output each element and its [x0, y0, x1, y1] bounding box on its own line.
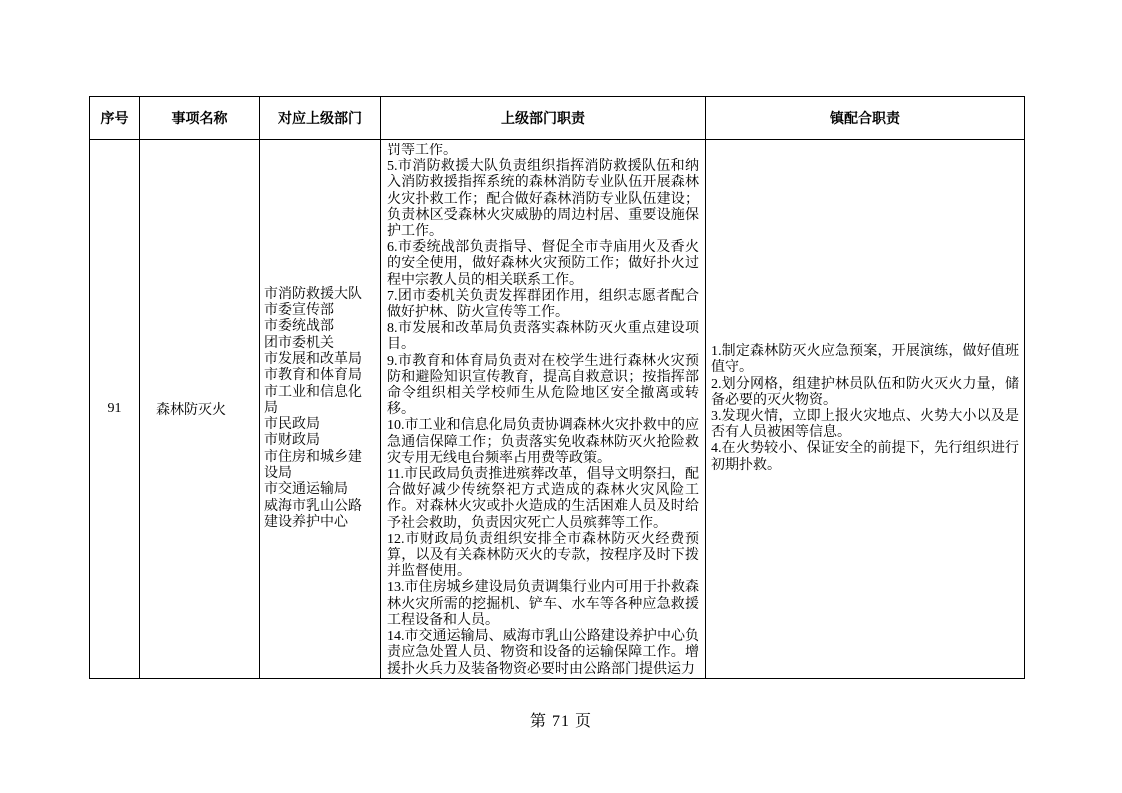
list-item: 10.市工业和信息化局负责协调森林火灾扑救中的应急通信保障工作；负责落实免收森林防灭火抢险救灾专用无线电台频率占用费等政策。 — [387, 418, 699, 466]
list-item: 市住房和城乡建设局 — [264, 449, 362, 482]
item-name-cell: 森林防灭火 — [140, 140, 260, 679]
list-item: 12.市财政局负责组织安排全市森林防灭火经费预算，以及有关森林防灭火的专款，按程序及时下拨并监督使用。 — [387, 531, 699, 580]
list-item: 市消防救援大队 — [264, 286, 362, 302]
table-row — [90, 140, 1025, 679]
list-item: 6.市委统战部负责指导、督促全市寺庙用火及香火的安全使用，做好森林火灾预防工作；做好扑火过程中宗教人员的相关联系工作。 — [387, 240, 699, 288]
list-item: 市委宣传部 — [264, 303, 334, 319]
col-header-town-duties: 镇配合职责 — [706, 97, 1025, 140]
list-item: 罚等工作。 — [387, 143, 457, 158]
list-item: 5.市消防救援大队负责组织指挥消防救援队伍和纳入消防救援指挥系统的森林消防专业队伍开展森林火灾扑救工作；配合做好森林消防专业队伍建设；负责林区受森林火灾威胁的周边村居、重要设施保护工作。 — [387, 159, 699, 240]
list-item: 1.制定森林防灭火应急预案，开展演练，做好值班值守。 — [711, 344, 1019, 376]
list-item: 9.市教育和体育局负责对在校学生进行森林火灾预防和避险知识宣传教育，提高自救意识；按指挥部命令组织相关学校师生从危险地区安全撤离或转移。 — [387, 353, 699, 418]
list-item: 11.市民政局负责推进殡葬改革，倡导文明祭扫，配合做好减少传统祭祀方式造成的森林火灾风险工作。对森林火灾或扑火造成的生活困难人员及时给予社会救助，负责因灾死亡人员殡葬等工作。 — [387, 467, 699, 531]
col-header-superior-duties: 上级部门职责 — [381, 97, 706, 140]
list-item: 8.市发展和改革局负责落实森林防灭火重点建设项目。 — [387, 321, 699, 353]
col-header-index: 序号 — [90, 97, 140, 140]
list-item: 团市委机关 — [264, 335, 334, 351]
superior-duties-list — [387, 143, 699, 677]
list-item: 市交通运输局 — [264, 482, 348, 498]
town-duties-cell — [706, 140, 1025, 679]
list-item: 威海市乳山公路建设养护中心 — [264, 498, 362, 530]
town-duties-list — [711, 344, 1019, 474]
superior-duties-cell — [381, 140, 706, 679]
list-item: 14.市交通运输局、威海市乳山公路建设养护中心负责应急处置人员、物资和设备的运输保障工作。增援扑火兵力及装备物资必要时由公路部门提供运力 — [387, 629, 699, 677]
list-item: 2.划分网格，组建护林员队伍和防火灭火力量，储备必要的灭火物资。 — [711, 376, 1019, 408]
col-header-superior-department: 对应上级部门 — [260, 97, 381, 140]
list-item: 市工业和信息化局 — [264, 384, 362, 416]
responsibilities-table — [89, 96, 1025, 679]
list-item: 13.市住房城乡建设局负责调集行业内可用于扑救森林火灾所需的挖掘机、铲车、水车等各种应急救援工程设备和人员。 — [387, 580, 699, 628]
list-item: 市发展和改革局 — [264, 351, 362, 367]
departments-cell — [260, 140, 381, 679]
list-item: 3.发现火情，立即上报火灾地点、火势大小以及是否有人员被困等信息。 — [711, 409, 1019, 441]
list-item: 4.在火势较小、保证安全的前提下，先行组织进行初期扑救。 — [711, 441, 1019, 473]
list-item: 市民政局 — [264, 417, 320, 433]
col-header-item-name: 事项名称 — [140, 97, 260, 140]
page-number-footer: 第 71 页 — [529, 713, 592, 730]
list-item: 市教育和体育局 — [264, 368, 362, 384]
departments-list — [264, 287, 370, 531]
list-item: 7.团市委机关负责发挥群团作用，组织志愿者配合做好护林、防火宣传等工作。 — [387, 288, 699, 321]
table-header-row — [90, 97, 1025, 140]
list-item: 市财政局 — [264, 433, 320, 449]
list-item: 市委统战部 — [264, 319, 334, 335]
row-index-cell: 91 — [90, 140, 140, 679]
